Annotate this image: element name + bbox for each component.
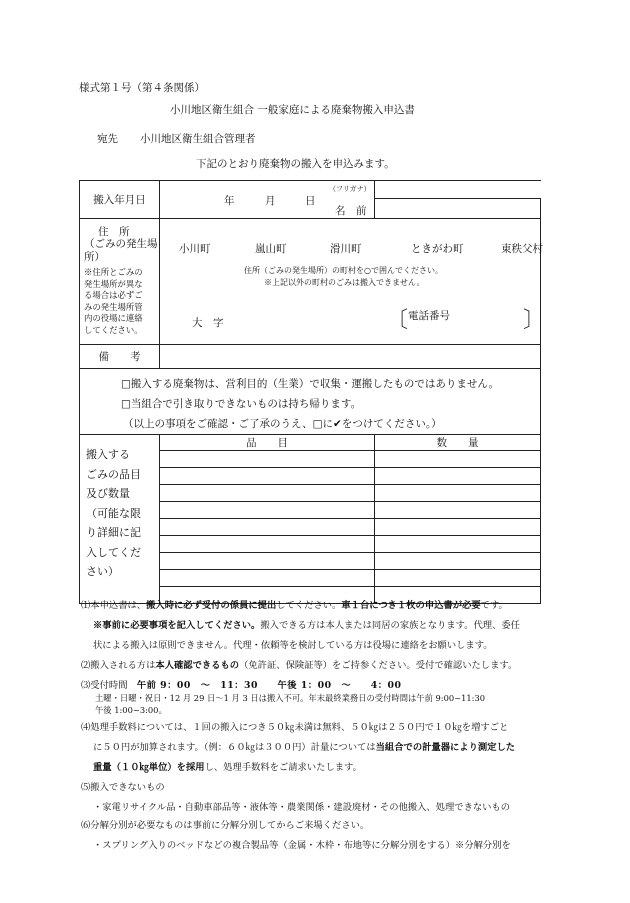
- item-input[interactable]: [160, 502, 375, 519]
- oaza-label: 大 字: [192, 317, 224, 329]
- furigana-label: （フリガナ）: [329, 185, 371, 193]
- form-title: 小川地区衛生組合 一般家庭による廃棄物搬入申込書: [170, 104, 415, 116]
- town-namegawa[interactable]: 滑川町: [330, 243, 362, 255]
- item-input[interactable]: [160, 519, 375, 536]
- note-3-line-2: 土曜・日曜・祝日・12 月 29 日～1 月 3 日は搬入不可。年末最終業務日の受付時間は午前 9:00~11:30: [95, 693, 486, 703]
- address-field[interactable]: [160, 219, 546, 345]
- note-1-line-2: ※事前に必要事項を記入してください。搬入できる方は本人または同居の家族となります。代理、委任: [93, 620, 520, 631]
- item-input[interactable]: [160, 468, 375, 485]
- note-5: ⑸搬入できないもの: [81, 782, 165, 793]
- quantity-input[interactable]: [375, 519, 541, 536]
- recipient-label: 宛先: [97, 133, 118, 145]
- address-note: [84, 267, 143, 336]
- address-note-line: してください。: [84, 324, 143, 335]
- form-number: 様式第１号（第４条関係）: [79, 82, 205, 94]
- remarks-label: 備 考: [80, 345, 160, 369]
- item-input[interactable]: [160, 553, 375, 570]
- quantity-input[interactable]: [375, 502, 541, 519]
- quantity-input[interactable]: [375, 553, 541, 570]
- item-input[interactable]: [160, 536, 375, 553]
- items-label-line: 搬入する: [86, 448, 130, 461]
- town-tokigawa[interactable]: ときがわ町: [411, 243, 464, 255]
- name-field[interactable]: [335, 199, 541, 219]
- note-4-line-3: 重量（１０㎏単位）を採用し、処理手数料をご請求いたします。: [93, 762, 362, 773]
- item-input[interactable]: [160, 451, 375, 468]
- bracket-right-icon: 〕: [523, 308, 546, 333]
- date-label: 搬入年月日: [80, 181, 160, 219]
- items-label-line: （可能な限: [86, 506, 141, 520]
- quantity-input[interactable]: [375, 570, 541, 587]
- month-label: 月: [265, 195, 276, 207]
- town-ranzan[interactable]: 嵐山町: [255, 243, 287, 255]
- year-label: 年: [224, 195, 235, 207]
- items-label-line: 入してくだ: [86, 545, 141, 559]
- address-note-line: る場合は必ずご: [84, 290, 143, 300]
- note-4: ⑷処理手数料については、１回の搬入につき５０㎏未満は無料、５０㎏は２５０円で１０㎏を増すごと: [81, 722, 509, 733]
- items-label-line: さい）: [86, 565, 119, 578]
- item-input[interactable]: [160, 485, 375, 502]
- address-note-line: 内の役場に連絡: [84, 313, 143, 323]
- lead-text: 下記のとおり廃棄物の搬入を申込みます。: [196, 158, 395, 170]
- note-6: ⑹分解分別が必要なものは事前に分解分別してからご来場ください。: [81, 820, 370, 831]
- recipient: 小川地区衛生組合管理者: [140, 133, 256, 145]
- furigana-cell[interactable]: [329, 181, 541, 199]
- quantity-input[interactable]: [375, 468, 541, 485]
- note-6-line-2: ・スプリング入りのベッドなどの複合製品等（金属・木枠・布地等に分解分別をする）※分解分別を: [93, 840, 511, 851]
- note-3-line-3: 午後 1:00~3:00。: [95, 705, 167, 715]
- item-input[interactable]: [160, 570, 375, 587]
- note-4-line-2: に５０円が加算されます。（例：６０㎏は３００円）計量については当組合での計量器により測定した: [93, 742, 516, 753]
- note-3: ⑶受付時間 午前 9：00 ～ 11：30 午後 1：00 ～ 4：00: [81, 680, 402, 691]
- address-note-line: 発生場所が異な: [84, 278, 143, 289]
- quantity-input[interactable]: [375, 485, 541, 502]
- items-label-line: 及び数量: [86, 487, 130, 500]
- item-column-header: 品 目: [160, 435, 375, 451]
- items-label-line: り詳細に記: [86, 526, 141, 539]
- application-form-table: [79, 180, 546, 604]
- address-note-line: ※住所とごみの: [84, 267, 143, 277]
- quantity-input[interactable]: [375, 451, 541, 468]
- address-note-line: みの発生場所管: [84, 301, 143, 312]
- address-instruction-1: 住所（ごみの発生場所）の町村を○で囲んでください。: [244, 266, 443, 275]
- phone-label: 電話番号: [408, 310, 450, 322]
- note-1: ⑴本申込書は、搬入時に必ず受付の係員に提出してください。車１台につき１枚の申込書が必要です。: [81, 600, 508, 611]
- address-label: 住 所: [98, 226, 130, 238]
- items-label: [86, 445, 141, 582]
- remarks-field[interactable]: [160, 345, 541, 369]
- note-2: ⑵搬入される方は本人確認できるもの（免許証、保険証等）をご持参ください。受付で確認いたします。: [81, 660, 518, 671]
- quantity-input[interactable]: [375, 536, 541, 553]
- address-sublabel: （ごみの発生場所）: [84, 238, 158, 263]
- name-label: 名 前: [335, 205, 367, 217]
- town-higashichichibu[interactable]: 東秩父村: [501, 243, 543, 255]
- items-label-line: ごみの品目: [86, 467, 141, 481]
- check-instruction: （以上の事項をご確認・ご了承のうえ、□に✔をつけてください。）: [123, 418, 442, 430]
- day-label: 日: [305, 195, 316, 207]
- note-1-line-3: 状による搬入は原則できません。代理・依頼等を検討している方は役場に連絡をお願いします。: [93, 640, 493, 651]
- address-instruction-2: ※上記以外の町村のごみは搬入できません。: [264, 278, 425, 287]
- note-5-line-2: ・家電リサイクル品・自動車部品等・液体等・農業関係・建設廃材・その他搬入、処理できないもの: [93, 802, 511, 813]
- quantity-column-header: 数 量: [375, 435, 541, 451]
- items-label-cell: [80, 435, 160, 604]
- check-take-back[interactable]: □当組合で引き取りできないものは持ち帰ります。: [121, 398, 362, 410]
- bracket-left-icon: 〔: [386, 308, 409, 333]
- address-label-cell: [80, 219, 160, 345]
- check-commercial[interactable]: □搬入する廃棄物は、営利目的（生業）で収集・運搬したものではありません。: [121, 378, 500, 390]
- town-ogawa[interactable]: 小川町: [179, 243, 211, 255]
- confirmation-cell: [80, 369, 541, 435]
